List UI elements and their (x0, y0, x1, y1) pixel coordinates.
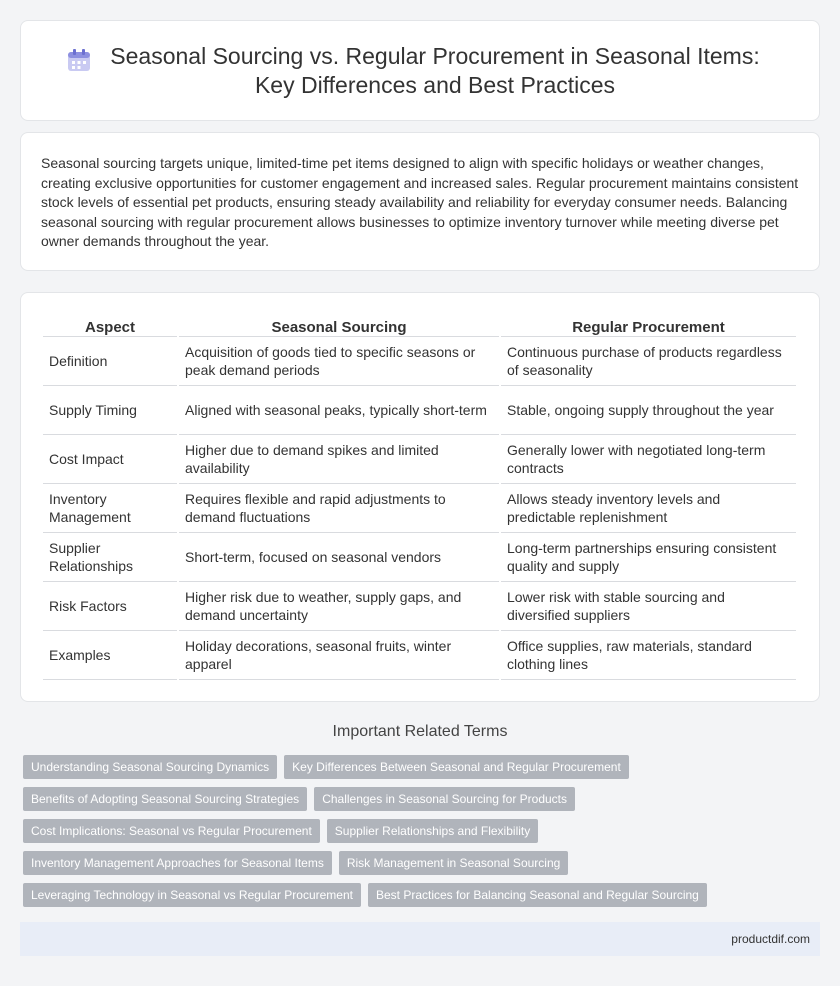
intro-card (20, 132, 820, 271)
table-row (43, 337, 796, 386)
related-terms-row (23, 787, 823, 811)
related-term-tag[interactable]: Cost Implications: Seasonal vs Regular Procurement (23, 819, 320, 843)
table-row (43, 386, 796, 435)
table-cell-regular: Generally lower with negotiated long-term contracts (501, 435, 796, 484)
table-cell-seasonal: Holiday decorations, seasonal fruits, winter apparel (179, 631, 499, 680)
intro-paragraph: Seasonal sourcing targets unique, limited-time pet items designed to align with specific holidays or weather changes, creating exclusive opportunities for customer engagement and increased sales. Regular procurement maintains consistent stock levels of essential pet products, ensuring steady availability and reliability for everyday consumer needs. Balancing seasonal sourcing with regular procurement allows businesses to optimize inventory turnover while meeting diverse pet owner demands throughout the year. (41, 155, 799, 249)
related-terms-title: Important Related Terms (332, 723, 508, 740)
table-cell-seasonal: Aligned with seasonal peaks, typically short-term (179, 386, 499, 435)
column-header-regular: Regular Procurement (501, 315, 796, 337)
table-cell-aspect: Supply Timing (43, 386, 177, 435)
related-term-tag[interactable]: Risk Management in Seasonal Sourcing (339, 851, 568, 875)
header-card (20, 20, 820, 121)
table-cell-regular: Continuous purchase of products regardless of seasonality (501, 337, 796, 386)
table-row (43, 484, 796, 533)
table-cell-seasonal: Higher risk due to weather, supply gaps, and demand uncertainty (179, 582, 499, 631)
related-term-tag[interactable]: Challenges in Seasonal Sourcing for Products (314, 787, 575, 811)
comparison-table-card (20, 292, 820, 702)
related-term-tag[interactable]: Key Differences Between Seasonal and Regular Procurement (284, 755, 629, 779)
table-cell-regular: Lower risk with stable sourcing and diversified suppliers (501, 582, 796, 631)
related-term-tag[interactable]: Supplier Relationships and Flexibility (327, 819, 538, 843)
table-cell-aspect: Definition (43, 337, 177, 386)
page-title: Seasonal Sourcing vs. Regular Procurement in Seasonal Items: Key Differences and Best Practices (110, 42, 760, 98)
table-cell-seasonal: Acquisition of goods tied to specific seasons or peak demand periods (179, 337, 499, 386)
table-cell-aspect: Inventory Management (43, 484, 177, 533)
table-cell-aspect: Risk Factors (43, 582, 177, 631)
table-row (43, 533, 796, 582)
table-cell-seasonal: Requires flexible and rapid adjustments to demand fluctuations (179, 484, 499, 533)
table-cell-aspect: Examples (43, 631, 177, 680)
table-row (43, 631, 796, 680)
related-terms-row (23, 755, 823, 779)
table-cell-regular: Long-term partnerships ensuring consistent quality and supply (501, 533, 796, 582)
table-cell-regular: Allows steady inventory levels and predictable replenishment (501, 484, 796, 533)
table-cell-seasonal: Short-term, focused on seasonal vendors (179, 533, 499, 582)
table-cell-seasonal: Higher due to demand spikes and limited availability (179, 435, 499, 484)
table-row (43, 582, 796, 631)
table-cell-aspect: Cost Impact (43, 435, 177, 484)
related-terms-row (23, 883, 823, 907)
column-header-seasonal: Seasonal Sourcing (179, 315, 499, 337)
related-term-tag[interactable]: Leveraging Technology in Seasonal vs Regular Procurement (23, 883, 361, 907)
comparison-table (41, 315, 798, 680)
related-terms-row (23, 819, 823, 843)
footer (20, 922, 820, 956)
related-term-tag[interactable]: Best Practices for Balancing Seasonal and Regular Sourcing (368, 883, 707, 907)
footer-site[interactable]: productdif.com (731, 932, 810, 946)
table-row (43, 435, 796, 484)
related-term-tag[interactable]: Inventory Management Approaches for Seasonal Items (23, 851, 332, 875)
related-term-tag[interactable]: Understanding Seasonal Sourcing Dynamics (23, 755, 277, 779)
table-cell-regular: Stable, ongoing supply throughout the year (501, 386, 796, 435)
table-cell-aspect: Supplier Relationships (43, 533, 177, 582)
related-terms-list (23, 755, 823, 915)
related-term-tag[interactable]: Benefits of Adopting Seasonal Sourcing Strategies (23, 787, 307, 811)
related-terms-row (23, 851, 823, 875)
table-cell-regular: Office supplies, raw materials, standard clothing lines (501, 631, 796, 680)
column-header-aspect: Aspect (43, 315, 177, 337)
table-header-row (43, 315, 796, 337)
